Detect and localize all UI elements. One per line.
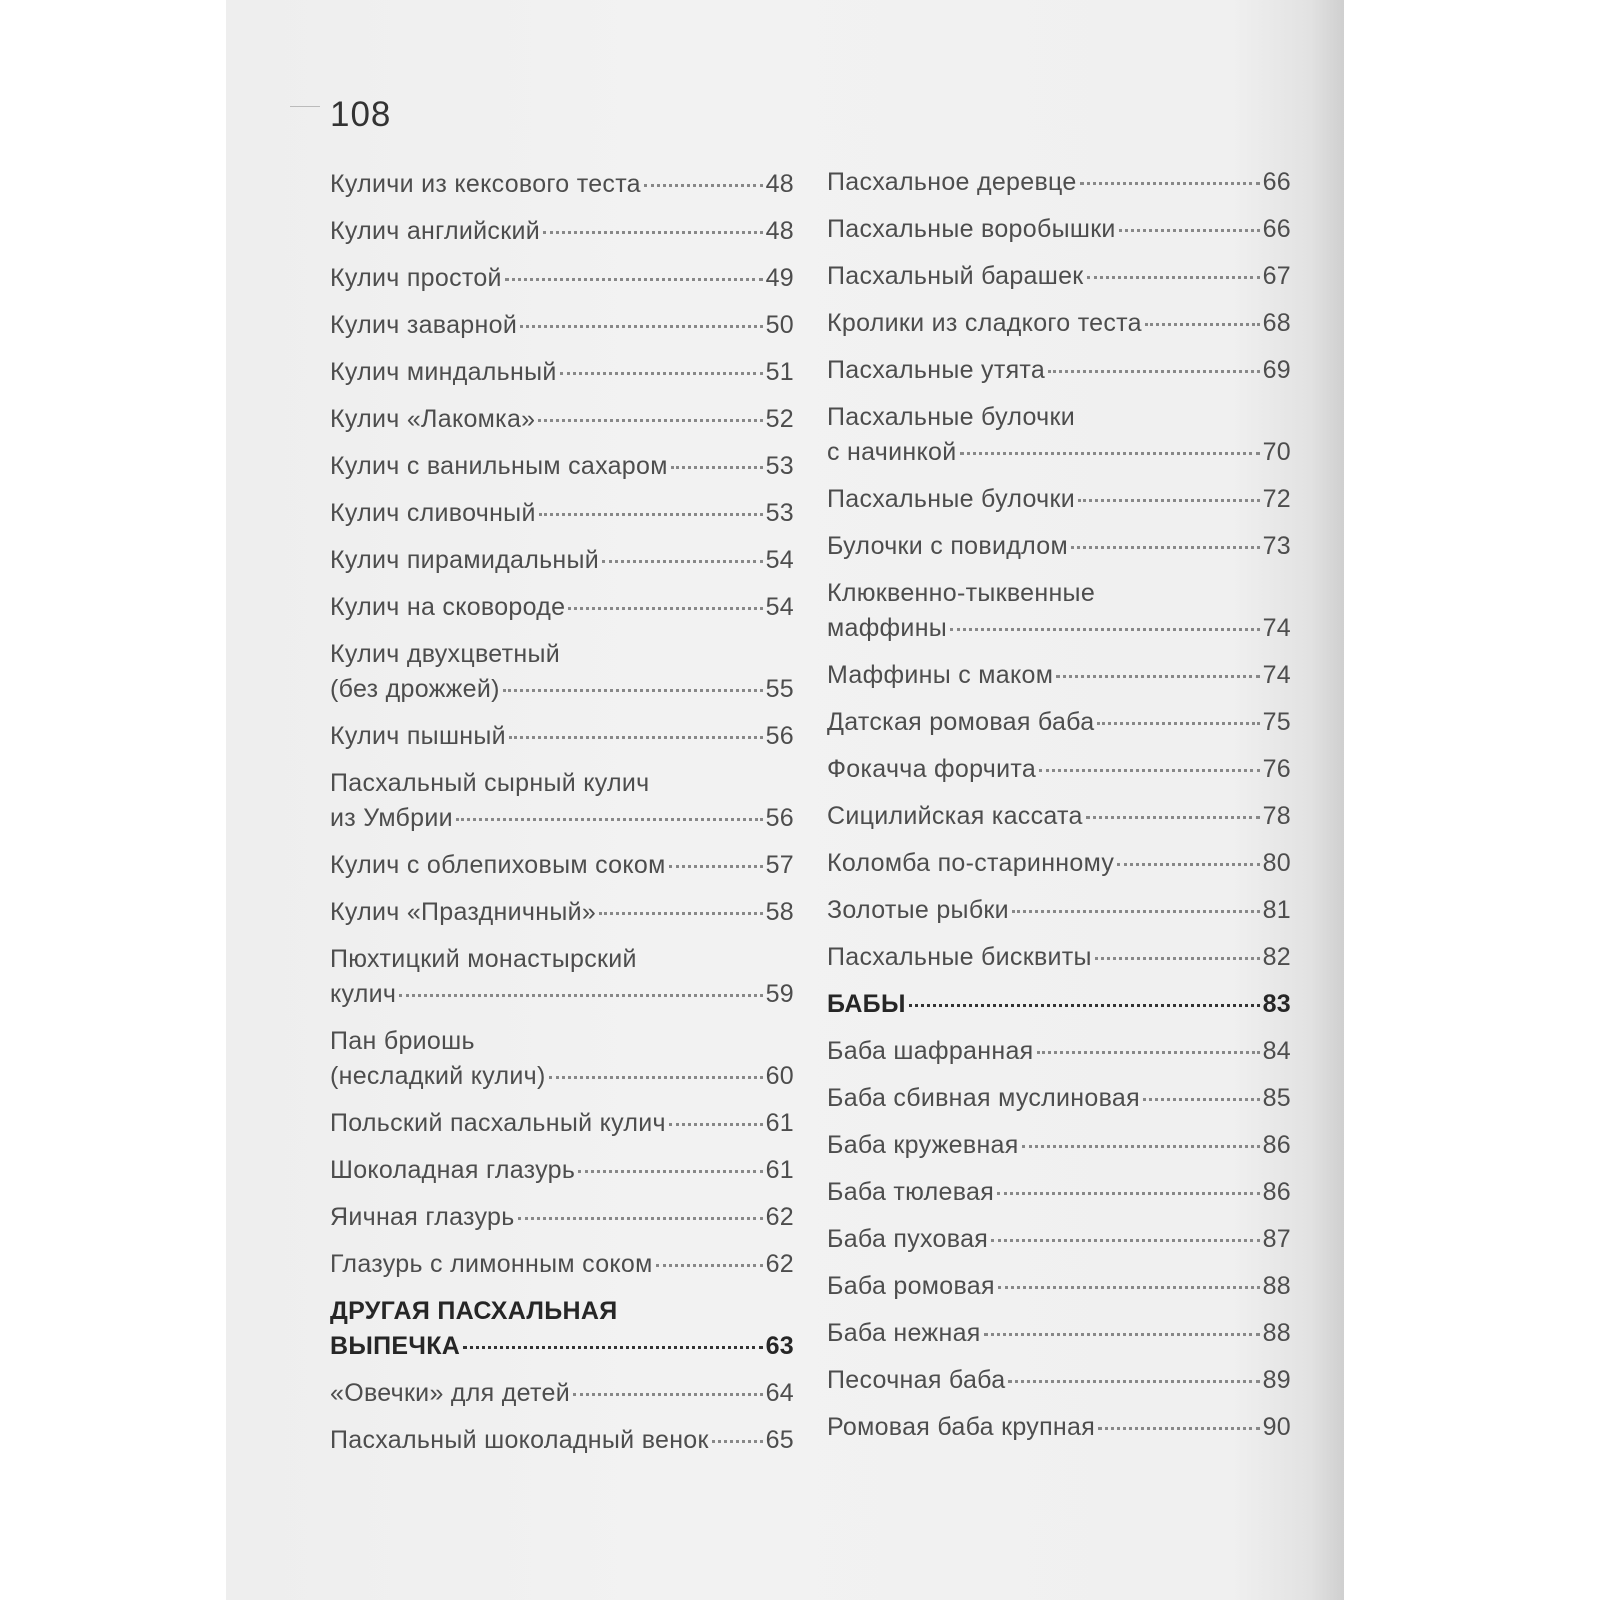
toc-entry-line [330, 590, 794, 625]
toc-entry [330, 1247, 794, 1282]
toc-entry-line [330, 1024, 794, 1059]
toc-entry [827, 1081, 1291, 1116]
dot-leader [984, 1333, 1260, 1336]
toc-entry-title: Пасхальные булочки [827, 403, 1076, 431]
toc-entry-line [330, 1247, 794, 1282]
toc-entry [827, 705, 1291, 740]
toc-entry [330, 543, 794, 578]
toc-page-number: 62 [765, 1250, 794, 1278]
toc-page-number: 70 [1262, 438, 1291, 466]
toc-page-number: 54 [765, 546, 794, 574]
toc-entry-title: Клюквенно-тыквенные [827, 579, 1096, 607]
dot-leader [538, 419, 762, 422]
toc-entry [330, 1200, 794, 1235]
toc-page-number: 84 [1262, 1037, 1291, 1065]
toc-entry [330, 308, 794, 343]
toc-page-number: 65 [765, 1426, 794, 1454]
toc-entry-title: Песочная баба [827, 1366, 1006, 1394]
toc-entry-title: (несладкий кулич) [330, 1062, 546, 1090]
toc-entry [330, 1376, 794, 1411]
toc-entry-line [827, 1034, 1291, 1069]
toc-entry [827, 846, 1291, 881]
toc-entry-line [827, 529, 1291, 564]
toc-entry [827, 1128, 1291, 1163]
toc-page-number: 54 [765, 593, 794, 621]
toc-page-number: 74 [1262, 661, 1291, 689]
toc-page-number: 67 [1262, 262, 1291, 290]
toc-entry [827, 940, 1291, 975]
toc-entry [827, 306, 1291, 341]
toc-entry-title: Пасхальные воробышки [827, 215, 1116, 243]
toc-entry-line [827, 576, 1291, 611]
dot-leader [669, 1123, 763, 1126]
toc-entry-title: Пасхальный барашек [827, 262, 1084, 290]
toc-entry [330, 590, 794, 625]
toc-entry-title: Булочки с повидлом [827, 532, 1068, 560]
toc-entry-line [330, 1106, 794, 1141]
toc-page-number: 82 [1262, 943, 1291, 971]
toc-page-number: 83 [1262, 990, 1291, 1018]
toc-entry-title: Пасхальные бисквиты [827, 943, 1092, 971]
toc-entry-title: Куличи из кексового теста [330, 170, 641, 198]
toc-entry-line [827, 400, 1291, 435]
toc-entry [330, 1106, 794, 1141]
toc-entry-line [827, 940, 1291, 975]
dot-leader [1119, 229, 1260, 232]
toc-entry-line [827, 705, 1291, 740]
toc-entry-line [827, 306, 1291, 341]
toc-entry-title: Кулич заварной [330, 311, 518, 339]
toc-entry-line [827, 435, 1291, 470]
toc-page-number: 66 [1262, 168, 1291, 196]
toc-entry [827, 1316, 1291, 1351]
toc-entry-line [330, 1200, 794, 1235]
toc-entry-title: Кулич миндальный [330, 358, 557, 386]
toc-page-number: 86 [1262, 1178, 1291, 1206]
dot-leader [573, 1393, 763, 1396]
dot-leader [456, 818, 763, 821]
toc-entry [330, 402, 794, 437]
toc-entry-title: Фокачча форчита [827, 755, 1037, 783]
toc-entry-line [827, 1410, 1291, 1445]
toc-page-number: 55 [765, 675, 794, 703]
dot-leader [669, 865, 763, 868]
toc-entry [827, 212, 1291, 247]
toc-entry-title: Баба тюлевая [827, 1178, 995, 1206]
toc-page-number: 61 [765, 1109, 794, 1137]
toc-page-number: 50 [765, 311, 794, 339]
toc-entry-title: Сицилийская кассата [827, 802, 1083, 830]
dot-leader [543, 231, 763, 234]
toc-entry-title: Золотые рыбки [827, 896, 1009, 924]
toc-page-number: 58 [765, 898, 794, 926]
toc-page-number: 64 [765, 1379, 794, 1407]
toc-page-number: 59 [765, 980, 794, 1008]
dot-leader [1008, 1380, 1259, 1383]
toc-page-number: 57 [765, 851, 794, 879]
toc-entry [330, 719, 794, 754]
toc-entry [330, 942, 794, 1012]
toc-entry [330, 1024, 794, 1094]
toc-entry-title: Пюхтицкий монастырский [330, 945, 637, 973]
toc-page-number: 78 [1262, 802, 1291, 830]
toc-page-number: 63 [765, 1332, 794, 1360]
toc-entry-line [330, 672, 794, 707]
dot-leader [1056, 675, 1259, 678]
toc-entry-title: Кулич с ванильным сахаром [330, 452, 668, 480]
toc-entry-title: Яичная глазурь [330, 1203, 515, 1231]
toc-entry-line [330, 1059, 794, 1094]
toc-page-number: 53 [765, 499, 794, 527]
toc-entry-title: Пасхальное деревце [827, 168, 1077, 196]
toc-entry-line [330, 1329, 794, 1364]
toc-entry-line [330, 308, 794, 343]
toc-entry-line [330, 1294, 794, 1329]
toc-entry [827, 658, 1291, 693]
dot-leader [599, 912, 763, 915]
toc-entry [827, 400, 1291, 470]
dot-leader [1098, 1427, 1260, 1430]
toc-entry-line [827, 1128, 1291, 1163]
toc-page-number: 81 [1262, 896, 1291, 924]
dot-leader [568, 607, 762, 610]
toc-entry-title: Кулич с облепиховым соком [330, 851, 666, 879]
toc-entry-title: Пасхальный шоколадный венок [330, 1426, 709, 1454]
toc-entry-line [827, 893, 1291, 928]
toc-entry-line [330, 543, 794, 578]
toc-entry-line [330, 1153, 794, 1188]
dot-leader [1048, 370, 1259, 373]
toc-entry-line [330, 261, 794, 296]
toc-entry-title: Кулич пирамидальный [330, 546, 600, 574]
toc-entry-line [330, 766, 794, 801]
toc-page-number: 48 [765, 217, 794, 245]
toc-entry-line [330, 942, 794, 977]
toc-entry-title: Пасхальный сырный кулич [330, 769, 650, 797]
dot-leader [602, 560, 763, 563]
toc-right-column [827, 165, 1291, 1457]
dot-leader [539, 513, 763, 516]
toc-entry-title: Кулич простой [330, 264, 502, 292]
toc-entry [330, 214, 794, 249]
toc-entry-line [330, 496, 794, 531]
toc-page-number: 56 [765, 722, 794, 750]
toc-entry [330, 261, 794, 296]
toc-entry-title: Баба нежная [827, 1319, 981, 1347]
toc-entry-line [827, 482, 1291, 517]
dot-leader [1117, 863, 1259, 866]
toc-entry-title: Баба пуховая [827, 1225, 989, 1253]
toc-entry [330, 355, 794, 390]
toc-entry-line [827, 752, 1291, 787]
toc-page-number: 76 [1262, 755, 1291, 783]
toc-entry-title: «Овечки» для детей [330, 1379, 570, 1407]
toc-entry-line [330, 167, 794, 202]
dot-leader [509, 736, 763, 739]
dot-leader [578, 1170, 762, 1173]
toc-entry [827, 259, 1291, 294]
toc-page-number: 60 [765, 1062, 794, 1090]
toc-entry-line [827, 1316, 1291, 1351]
toc-entry-title: маффины [827, 614, 948, 642]
toc-entry-title: Маффины с маком [827, 661, 1054, 689]
toc-page-number: 53 [765, 452, 794, 480]
dot-leader [712, 1440, 763, 1443]
dot-leader [644, 184, 763, 187]
toc-section-heading [827, 987, 1291, 1022]
toc-entry-title: Кулич пышный [330, 722, 506, 750]
toc-page-number: 89 [1262, 1366, 1291, 1394]
page-number: 108 [330, 95, 392, 134]
toc-page-number: 49 [765, 264, 794, 292]
toc-entry-line [330, 449, 794, 484]
toc-entry [827, 353, 1291, 388]
toc-entry [827, 1175, 1291, 1210]
dot-leader [998, 1286, 1260, 1289]
toc-entry-line [330, 355, 794, 390]
toc-entry-title: Шоколадная глазурь [330, 1156, 576, 1184]
toc-entry-title: ВЫПЕЧКА [330, 1332, 461, 1360]
toc-entry-line [330, 214, 794, 249]
toc-left-column [330, 167, 794, 1470]
dot-leader [671, 466, 763, 469]
toc-entry [827, 576, 1291, 646]
toc-entry-title: Глазурь с лимонным соком [330, 1250, 653, 1278]
toc-entry [330, 766, 794, 836]
toc-entry [827, 1410, 1291, 1445]
toc-page-number: 69 [1262, 356, 1291, 384]
toc-entry-line [827, 799, 1291, 834]
toc-entry-line [827, 1222, 1291, 1257]
toc-entry-title: из Умбрии [330, 804, 453, 832]
dot-leader [1087, 276, 1260, 279]
toc-section-heading [330, 1294, 794, 1364]
toc-entry-title: (без дрожжей) [330, 675, 500, 703]
toc-entry [827, 893, 1291, 928]
toc-entry-line [827, 658, 1291, 693]
dot-leader [463, 1346, 762, 1349]
dot-leader [1145, 323, 1260, 326]
dot-leader [1143, 1098, 1260, 1101]
toc-entry [330, 496, 794, 531]
toc-entry-title: ДРУГАЯ ПАСХАЛЬНАЯ [330, 1297, 618, 1325]
toc-entry-line [330, 402, 794, 437]
toc-entry-title: Кулич на сковороде [330, 593, 566, 621]
dot-leader [1022, 1145, 1260, 1148]
toc-page-number: 66 [1262, 215, 1291, 243]
dot-leader [560, 372, 763, 375]
toc-page-number: 56 [765, 804, 794, 832]
toc-entry [330, 1153, 794, 1188]
toc-entry-title: Ромовая баба крупная [827, 1413, 1096, 1441]
dot-leader [503, 689, 763, 692]
dot-leader [1078, 499, 1260, 502]
dot-leader [505, 278, 763, 281]
toc-page-number: 48 [765, 170, 794, 198]
page-number-rule [290, 106, 320, 107]
dot-leader [960, 452, 1260, 455]
toc-entry [330, 1423, 794, 1458]
toc-page-number: 74 [1262, 614, 1291, 642]
toc-entry-line [330, 848, 794, 883]
toc-page-number: 52 [765, 405, 794, 433]
toc-entry [330, 895, 794, 930]
toc-entry [827, 165, 1291, 200]
toc-page-number: 62 [765, 1203, 794, 1231]
dot-leader [1012, 910, 1260, 913]
toc-entry-title: Кролики из сладкого теста [827, 309, 1142, 337]
toc-entry-line [330, 895, 794, 930]
dot-leader [950, 628, 1260, 631]
dot-leader [399, 994, 762, 997]
toc-entry [330, 848, 794, 883]
toc-page-number: 80 [1262, 849, 1291, 877]
toc-entry-title: БАБЫ [827, 990, 906, 1018]
toc-entry-line [827, 1363, 1291, 1398]
toc-entry-line [330, 1423, 794, 1458]
toc-entry [827, 1363, 1291, 1398]
toc-page-number: 88 [1262, 1319, 1291, 1347]
dot-leader [1080, 182, 1260, 185]
dot-leader [1039, 769, 1260, 772]
toc-entry-line [827, 165, 1291, 200]
toc-page-number: 75 [1262, 708, 1291, 736]
toc-entry [827, 529, 1291, 564]
dot-leader [520, 325, 762, 328]
toc-entry-title: Баба сбивная муслиновая [827, 1084, 1140, 1112]
toc-entry-title: Пан бриошь [330, 1027, 475, 1055]
toc-page-number: 61 [765, 1156, 794, 1184]
toc-entry-title: Кулич сливочный [330, 499, 536, 527]
dot-leader [656, 1264, 763, 1267]
toc-entry-title: Польский пасхальный кулич [330, 1109, 666, 1137]
toc-entry-line [827, 1081, 1291, 1116]
toc-entry-title: Коломба по-старинному [827, 849, 1115, 877]
toc-entry-line [827, 259, 1291, 294]
toc-entry [827, 752, 1291, 787]
toc-entry-title: с начинкой [827, 438, 957, 466]
dot-leader [1097, 722, 1259, 725]
dot-leader [518, 1217, 763, 1220]
toc-entry-title: Баба шафранная [827, 1037, 1034, 1065]
toc-entry-line [330, 637, 794, 672]
toc-entry [827, 482, 1291, 517]
toc-entry [330, 449, 794, 484]
toc-entry-title: Датская ромовая баба [827, 708, 1095, 736]
toc-entry [330, 167, 794, 202]
toc-page-number: 51 [765, 358, 794, 386]
dot-leader [997, 1192, 1259, 1195]
toc-entry-title: кулич [330, 980, 397, 1008]
toc-page-number: 86 [1262, 1131, 1291, 1159]
toc-entry-line [827, 1175, 1291, 1210]
toc-entry-line [827, 611, 1291, 646]
toc-entry-line [330, 1376, 794, 1411]
dot-leader [1071, 546, 1260, 549]
dot-leader [549, 1076, 763, 1079]
dot-leader [909, 1004, 1260, 1007]
toc-entry [827, 1034, 1291, 1069]
toc-page-number: 73 [1262, 532, 1291, 560]
toc-entry-line [827, 1269, 1291, 1304]
toc-page-number: 68 [1262, 309, 1291, 337]
toc-entry-title: Баба кружевная [827, 1131, 1019, 1159]
toc-entry-line [330, 719, 794, 754]
toc-page-number: 90 [1262, 1413, 1291, 1441]
toc-entry-line [827, 846, 1291, 881]
dot-leader [1095, 957, 1260, 960]
toc-page-number: 72 [1262, 485, 1291, 513]
toc-entry-title: Пасхальные утята [827, 356, 1046, 384]
toc-page-number: 88 [1262, 1272, 1291, 1300]
dot-leader [1037, 1051, 1260, 1054]
toc-entry-line [827, 212, 1291, 247]
toc-entry [330, 637, 794, 707]
dot-leader [991, 1239, 1259, 1242]
toc-entry-line [330, 801, 794, 836]
toc-entry-title: Кулич английский [330, 217, 540, 245]
toc-page-number: 87 [1262, 1225, 1291, 1253]
toc-entry-line [330, 977, 794, 1012]
toc-page-number: 85 [1262, 1084, 1291, 1112]
toc-entry-title: Пасхальные булочки [827, 485, 1076, 513]
toc-entry-title: Кулич «Лакомка» [330, 405, 536, 433]
toc-entry-line [827, 353, 1291, 388]
toc-entry-line [827, 987, 1291, 1022]
toc-entry-title: Кулич «Праздничный» [330, 898, 597, 926]
toc-entry [827, 1222, 1291, 1257]
toc-entry [827, 1269, 1291, 1304]
dot-leader [1086, 816, 1260, 819]
toc-entry-title: Кулич двухцветный [330, 640, 561, 668]
toc-entry-title: Баба ромовая [827, 1272, 995, 1300]
toc-entry [827, 799, 1291, 834]
